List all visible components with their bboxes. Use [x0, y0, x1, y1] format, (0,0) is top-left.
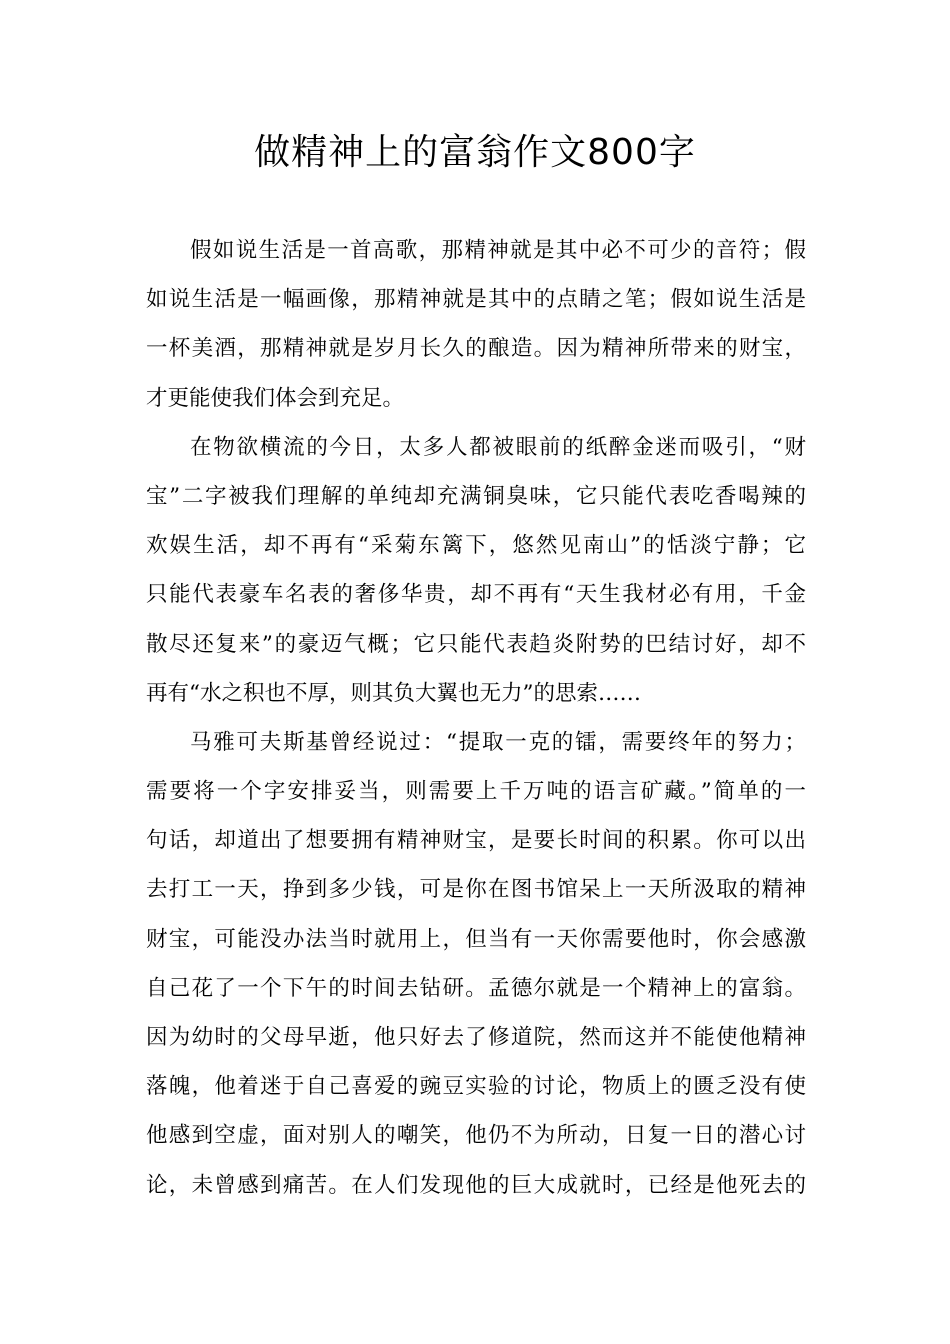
paragraph-3-line-4: 去打工一天，挣到多少钱，可是你在图书馆呆上一天所汲取的精神 [146, 877, 806, 903]
paragraph-2-line-1: 在物欲横流的今日，太多人都被眼前的纸醉金迷而吸引，“财 [190, 434, 806, 460]
paragraph-3-line-10: 论，未曾感到痛苦。在人们发现他的巨大成就时，已经是他死去的 [146, 1172, 806, 1198]
paragraph-1-line-2: 如说生活是一幅画像，那精神就是其中的点睛之笔；假如说生活是 [146, 287, 806, 313]
paragraph-3-line-8: 落魄，他着迷于自己喜爱的豌豆实验的讨论，物质上的匮乏没有使 [146, 1074, 806, 1100]
paragraph-3-line-5: 财宝，可能没办法当时就用上，但当有一天你需要他时，你会感激 [146, 926, 806, 952]
paragraph-2-line-5: 散尽还复来”的豪迈气概；它只能代表趋炎附势的巴结讨好，却不 [146, 631, 806, 657]
paragraph-3-line-1: 马雅可夫斯基曾经说过：“提取一克的镭，需要终年的努力； [190, 729, 806, 755]
paragraph-2-line-2: 宝”二字被我们理解的单纯却充满铜臭味，它只能代表吃香喝辣的 [146, 483, 806, 509]
paragraph-2-line-4: 只能代表豪车名表的奢侈华贵，却不再有“天生我材必有用，千金 [146, 582, 806, 608]
paragraph-1-line-4: 才更能使我们体会到充足。 [146, 385, 405, 411]
paragraph-3-line-9: 他感到空虚，面对别人的嘲笑，他仍不为所动，日复一日的潜心讨 [146, 1123, 806, 1149]
paragraph-1-line-3: 一杯美酒，那精神就是岁月长久的酿造。因为精神所带来的财宝， [146, 336, 806, 362]
paragraph-3-line-3: 句话，却道出了想要拥有精神财宝，是要长时间的积累。你可以出 [146, 828, 806, 854]
page-title: 做精神上的富翁作文800字 [254, 132, 696, 173]
article-body [146, 226, 806, 1210]
paragraph-3-line-7: 因为幼时的父母早逝，他只好去了修道院，然而这并不能使他精神 [146, 1025, 806, 1050]
paragraph-2-line-6: 再有“水之积也不厚，则其负大翼也无力”的思索…… [146, 680, 641, 706]
paragraph-3-line-2: 需要将一个字安排妥当，则需要上千万吨的语言矿藏。”简单的一 [146, 779, 806, 805]
paragraph-1-line-1: 假如说生活是一首高歌，那精神就是其中必不可少的音符；假 [190, 238, 806, 263]
paragraph-2-line-3: 欢娱生活，却不再有“采菊东篱下，悠然见南山”的恬淡宁静；它 [146, 533, 806, 559]
paragraph-3-line-6: 自己花了一个下午的时间去钻研。孟德尔就是一个精神上的富翁。 [146, 975, 806, 1001]
